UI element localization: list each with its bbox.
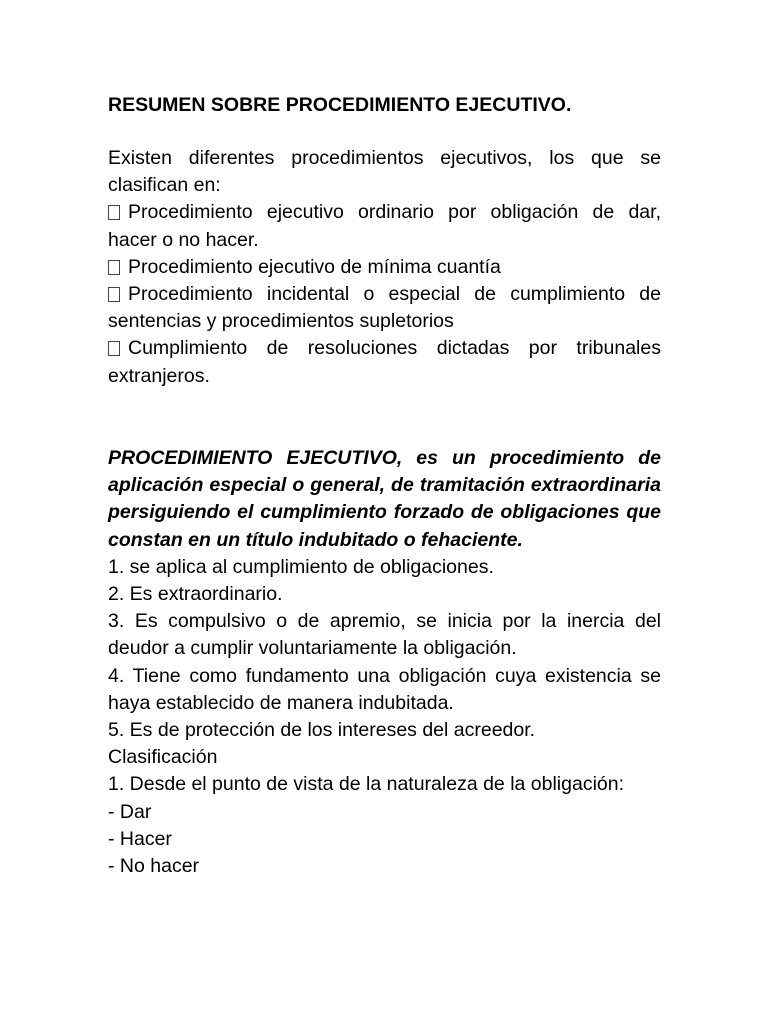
bullet-item [108,281,661,335]
intro-section [108,145,661,390]
document-title: RESUMEN SOBRE PROCEDIMIENTO EJECUTIVO. [108,94,572,116]
bullet-text: Procedimiento ejecutivo de mínima cuantía [128,255,501,278]
bullet-icon [108,341,120,356]
bullet-icon [108,205,120,220]
bullet-icon [108,260,120,275]
bullet-item [108,335,661,389]
bullet-text: Procedimiento ejecutivo ordinario por obligación de dar, hacer o no hacer. [108,201,661,251]
bullet-item [108,199,661,253]
characteristic-item: 1. se aplica al cumplimiento de obligaciones. [108,555,494,578]
bullet-icon [108,287,120,302]
definition-section [108,445,661,880]
bullet-text: Procedimiento incidental o especial de cumplimiento de sentencias y procedimientos supletorios [108,283,661,333]
classification-item: 1. Desde el punto de vista de la naturaleza de la obligación: [108,773,625,796]
definition-text: PROCEDIMIENTO EJECUTIVO, es un procedimiento de aplicación especial o general, de tramitación extraordinaria persiguiendo el cumplimiento forzado de obligaciones que constan en un título indubitado o fehaciente. [108,447,661,551]
characteristic-item: 4. Tiene como fundamento una obligación cuya existencia se haya establecido de manera indubitada. [108,664,661,714]
characteristic-item: 2. Es extraordinario. [108,583,283,606]
intro-text: Existen diferentes procedimientos ejecutivos, los que se clasifican en: [108,147,661,197]
obligation-type: - No hacer [108,855,200,878]
characteristic-item: 5. Es de protección de los intereses del acreedor. [108,719,536,742]
classification-heading: Clasificación [108,746,218,769]
obligation-type: - Hacer [108,827,172,850]
bullet-item [108,254,661,281]
bullet-text: Cumplimiento de resoluciones dictadas por tribunales extranjeros. [108,337,661,387]
characteristic-item: 3. Es compulsivo o de apremio, se inicia por la inercia del deudor a cumplir voluntariamente la obligación. [108,610,661,660]
obligation-type: - Dar [108,800,152,823]
